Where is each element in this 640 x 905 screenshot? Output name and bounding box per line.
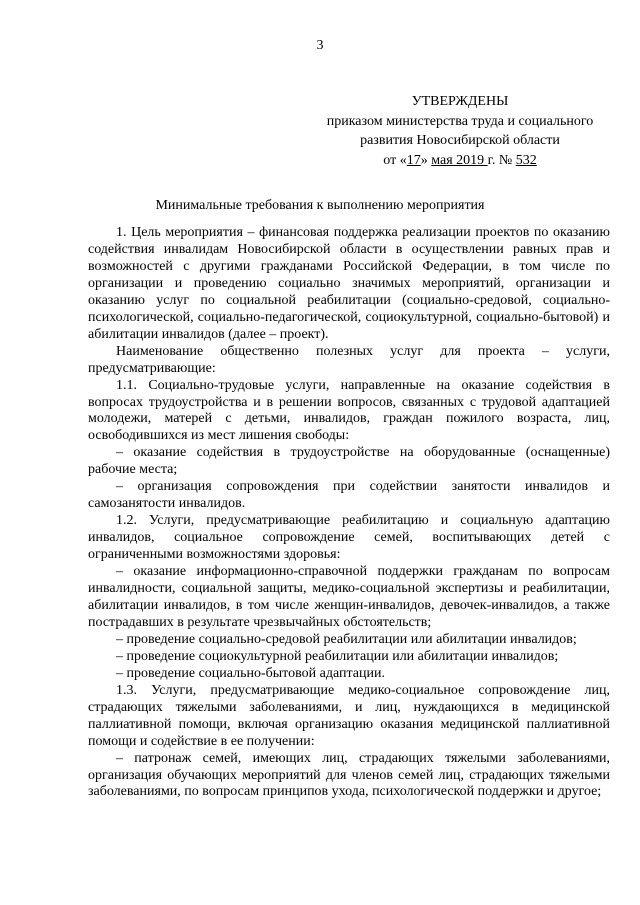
order-number: 532 [515,152,537,168]
document-title: Минимальные требования к выполнению мероприятия [155,198,485,213]
list-item: – проведение социально-средовой реабилитации или абилитации инвалидов; [116,631,577,647]
paragraph-services-intro: Наименование общественно полезных услуг для проекта – услуги, предусматривающие: [88,343,610,376]
paragraph-goal: 1. Цель мероприятия – финансовая поддержка реализации проектов по оказанию содействия инвалидам Новосибирской области в осуществлении равных прав и возможностей с другими гражданами Российской Федерации, в том числе по организации и проведению социально значимых мероприятий, организации и оказанию услуг по социальной реабилитации (социально-средовой, социально-психологической, социально-педагогической, социокультурной, социально-бытовой) и абилитации инвалидов (далее – проект). [88,225,610,342]
document-body [88,225,610,801]
date-day: 17 [406,152,421,168]
date-month-year: мая 2019 [431,152,488,168]
date-mid: » [420,152,432,168]
approval-block [310,92,610,170]
paragraph-1-2: 1.2. Услуги, предусматривающие реабилитацию и социальную адаптацию инвалидов, социальное сопровождение семей, воспитывающих детей с ограниченными возможностями здоровья: [88,513,610,563]
date-prefix: от « [383,152,407,168]
paragraph-1-1: 1.1. Социально-трудовые услуги, направленные на оказание содействия в вопросах трудоустройства и в решении вопросов, связанных с трудовой адаптацией молодежи, матерей с детьми, инвалидов, граждан пожилого возраста, лиц, освободившихся из мест лишения свободы: [88,377,610,444]
paragraph-1-3: 1.3. Услуги, предусматривающие медико-социальное сопровождение лиц, страдающих тяжелыми заболеваниями, и лиц, нуждающихся в медицинской паллиативной помощи, включая организацию оказания медицинской паллиативной помощи и содействие в ее получении: [88,682,610,749]
page-number: 3 [316,38,324,53]
list-item: – оказание содействия в трудоустройстве на оборудованные (оснащенные) рабочие места; [88,445,610,478]
list-item: – патронаж семей, имеющих лиц, страдающих тяжелыми заболеваниями, организация обучающих мероприятий для членов семей лиц, страдающих тяжелыми заболеваниями, по вопросам принципов ухода, психологической поддержки и другое; [88,750,610,800]
approval-title: УТВЕРЖДЕНЫ [411,94,509,109]
list-item: – оказание информационно-справочной поддержки гражданам по вопросам инвалидности, социальной защиты, медико-социальной экспертизы и реабилитации, абилитации инвалидов, в том числе женщин-инвалидов, девочек-инвалидов, а также пострадавших в результате чрезвычайных обстоятельств; [88,564,610,630]
approval-date-line [310,151,610,171]
date-suffix: г. № [487,152,516,168]
approval-line-2: развития Новосибирской области [360,133,560,148]
list-item: – организация сопровождения при содействии занятости инвалидов и самозанятости инвалидов. [88,479,610,512]
list-item: – проведение социально-бытовой адаптации. [116,665,385,681]
approval-line-1: приказом министерства труда и социального [326,113,594,129]
list-item: – проведение социокультурной реабилитации или абилитации инвалидов; [116,648,559,664]
